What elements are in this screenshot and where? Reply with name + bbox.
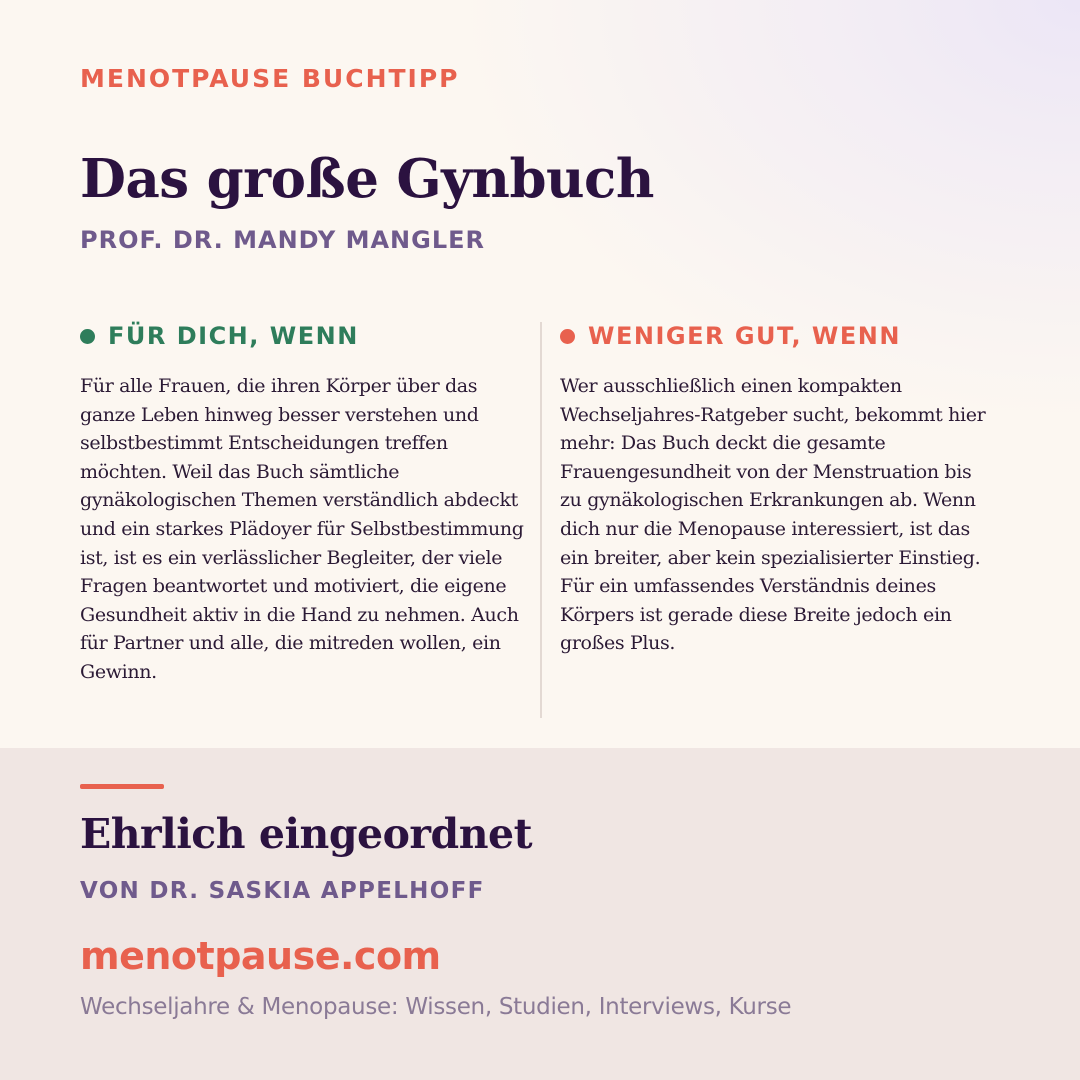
pro-heading	[80, 320, 524, 352]
footer-section	[0, 748, 1080, 1080]
pro-body: Für alle Frauen, die ihren Körper über das ganze Leben hinweg besser verstehen und selbstbestimmt Entscheidungen treffen möchten. Weil das Buch sämtliche gynäkologischen Themen verständlich abdeckt und ein starkes Plädoyer für Selbstbestimmung ist, ist es ein verlässlicher Begleiter, der viele Fragen beantwortet und motiviert, die eigene Gesundheit aktiv in die Hand zu nehmen. Auch für Partner und alle, die mitreden wollen, ein Gewinn.	[80, 375, 524, 683]
eyebrow-label: MENOTPAUSE BUCHTIPP	[80, 64, 460, 93]
con-column	[560, 320, 998, 658]
footer-subtitle: Ehrlich eingeordnet	[80, 810, 533, 858]
accent-bar	[80, 784, 164, 789]
green-dot-icon	[80, 329, 95, 344]
con-heading-text: WENIGER GUT, WENN	[588, 322, 901, 350]
pro-heading-text: FÜR DICH, WENN	[108, 322, 359, 350]
footer-byline: VON DR. SASKIA APPELHOFF	[80, 878, 485, 904]
pro-column	[80, 320, 524, 687]
site-link[interactable]: menotpause.com	[80, 934, 441, 978]
book-title: Das große Gynbuch	[80, 148, 654, 210]
site-tagline: Wechseljahre & Menopause: Wissen, Studien, Interviews, Kurse	[80, 994, 792, 1020]
red-dot-icon	[560, 329, 575, 344]
con-body: Wer ausschließlich einen kompakten Wechseljahres-Ratgeber sucht, bekommt hier mehr: Das Buch deckt die gesamte Frauengesundheit von der Menstruation bis zu gynäkologischen Erkrankungen ab. Wenn dich nur die Menopause interessiert, ist das ein breiter, aber kein spezialisierter Einstieg. Für ein umfassendes Verständnis deines Körpers ist gerade diese Breite jedoch ein großes Plus.	[560, 375, 986, 655]
con-heading	[560, 320, 998, 352]
book-author: PROF. DR. MANDY MANGLER	[80, 226, 485, 254]
column-divider	[540, 322, 542, 718]
